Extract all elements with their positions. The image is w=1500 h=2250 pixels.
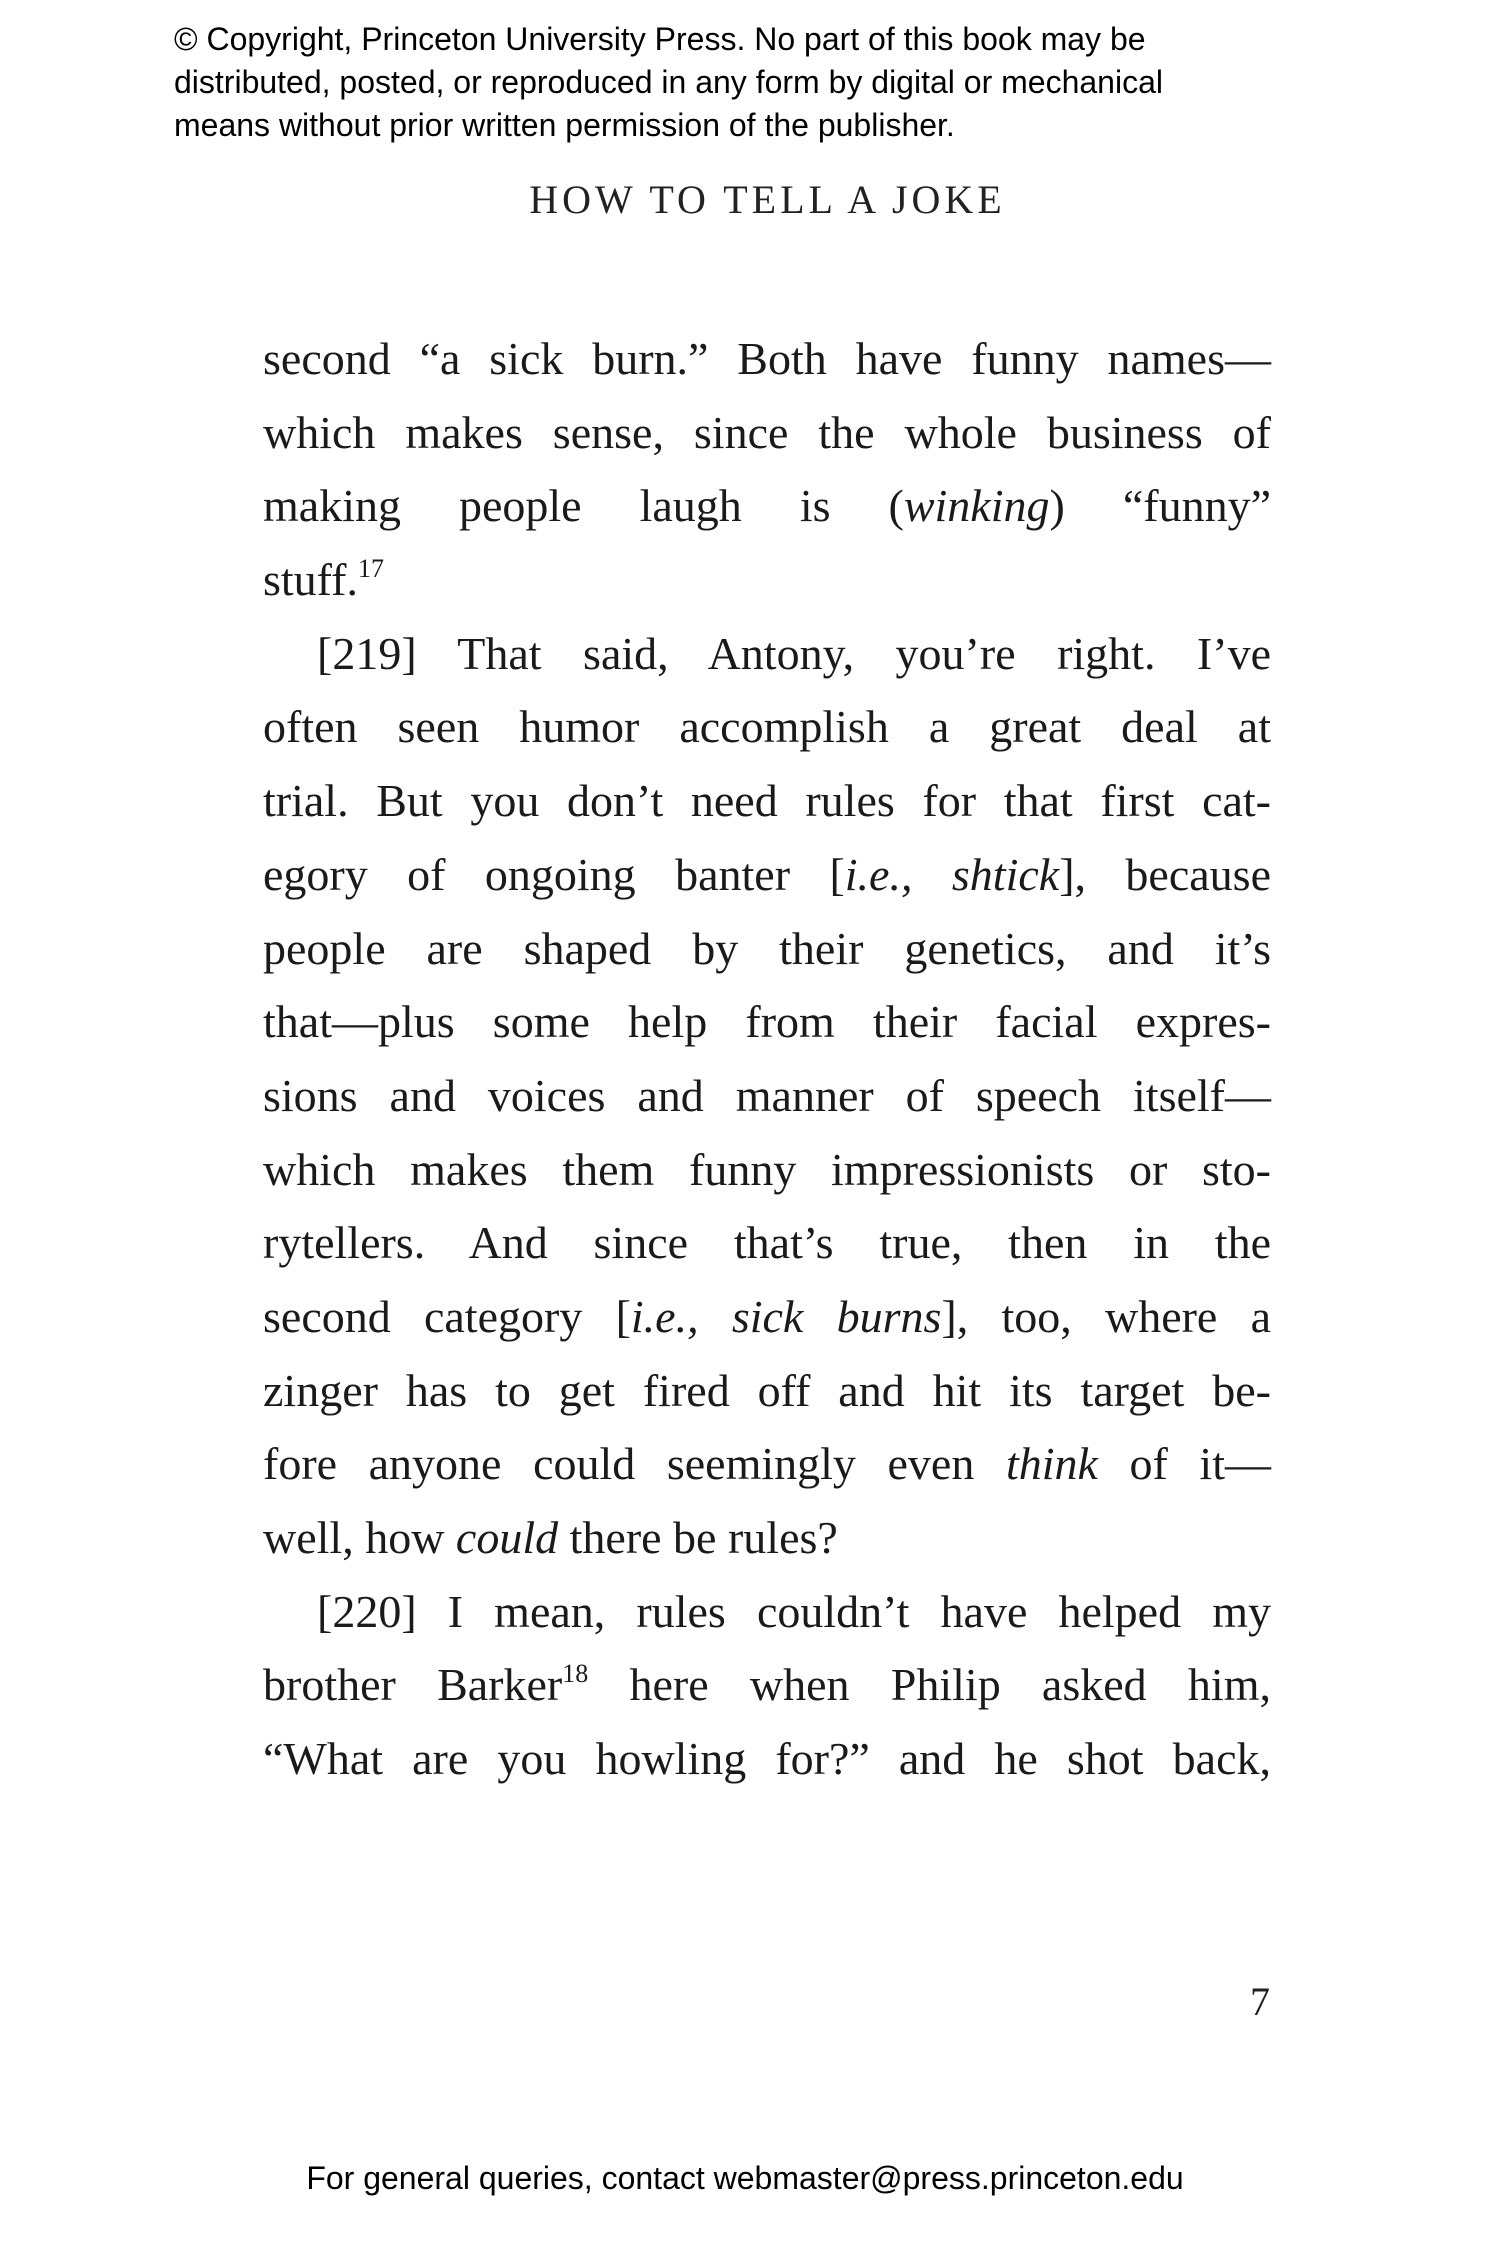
text-line [263, 1354, 1271, 1428]
footer-contact: For general queries, contact webmaster@press.princeton.edu [306, 2160, 1184, 2196]
text-line [263, 396, 1271, 470]
text-line [263, 1059, 1271, 1133]
text-run: which makes sense, since the whole business of [263, 406, 1271, 458]
text-line [263, 1133, 1271, 1207]
running-head: HOW TO TELL A JOKE [529, 177, 1006, 222]
text-line [263, 1280, 1271, 1354]
text-run: second “a sick burn.” Both have funny names— [263, 333, 1271, 384]
copyright-line: means without prior written permission of the publisher. [174, 107, 955, 143]
text-run: here when Philip asked him, [588, 1659, 1271, 1711]
copyright-line: distributed, posted, or reproduced in any form by digital or mechanical [174, 64, 1163, 100]
text-run: rytellers. And since that’s true, then in the [263, 1217, 1271, 1269]
text-run: making people laugh is ( [263, 480, 904, 532]
italic-text: winking [903, 480, 1050, 532]
italic-text: i.e., sick burns [630, 1290, 942, 1342]
text-run: egory of ongoing banter [ [263, 848, 845, 900]
text-run: fore anyone could seemingly even [263, 1438, 1006, 1490]
text-line [263, 617, 1271, 691]
text-line [263, 1427, 1271, 1501]
body-text [263, 322, 1271, 1796]
text-run: there be rules? [558, 1512, 838, 1563]
text-run: often seen humor accomplish a great deal at [263, 701, 1271, 753]
footnote-ref: 18 [562, 1659, 589, 1689]
text-line [263, 543, 1271, 617]
page-number: 7 [1250, 1979, 1270, 2024]
text-line [263, 1648, 1271, 1722]
text-run: of it— [1097, 1438, 1271, 1490]
text-run: brother Barker [263, 1659, 563, 1711]
copyright-line: © Copyright, Princeton University Press. No part of this book may be [174, 21, 1146, 57]
text-run: [220] I mean, rules couldn’t have helped my [317, 1585, 1271, 1637]
italic-text: could [455, 1512, 559, 1563]
text-run: that—plus some help from their facial expres- [263, 996, 1271, 1048]
text-line [263, 322, 1271, 396]
text-run: trial. But you don’t need rules for that first cat- [263, 775, 1271, 827]
text-line [263, 1575, 1271, 1649]
text-run: zinger has to get fired off and hit its target be- [263, 1364, 1271, 1416]
text-run: “What are you howling for?” and he shot back, [263, 1733, 1271, 1785]
text-line [263, 469, 1271, 543]
text-run: well, how [263, 1512, 456, 1563]
text-run: ], because [1059, 848, 1271, 900]
text-line [263, 690, 1271, 764]
text-line [263, 1722, 1271, 1796]
text-line [263, 1206, 1271, 1280]
text-run: sions and voices and manner of speech itself— [263, 1069, 1271, 1121]
text-run: people are shaped by their genetics, and it’s [263, 922, 1271, 974]
text-line [263, 1501, 1271, 1575]
text-run: stuff. [263, 554, 358, 606]
copyright-notice [174, 18, 1334, 147]
italic-text: i.e., shtick [844, 848, 1060, 900]
text-run: ], too, where a [941, 1290, 1272, 1342]
text-line [263, 912, 1271, 986]
footnote-ref: 17 [358, 554, 384, 584]
text-run: ) “funny” [1049, 480, 1271, 532]
text-line [263, 764, 1271, 838]
text-line [263, 838, 1271, 912]
text-run: [219] That said, Antony, you’re right. I’ve [317, 627, 1271, 679]
text-run: which makes them funny impressionists or sto- [263, 1143, 1271, 1195]
text-run: second category [ [263, 1290, 631, 1342]
italic-text: think [1005, 1438, 1098, 1490]
text-line [263, 985, 1271, 1059]
